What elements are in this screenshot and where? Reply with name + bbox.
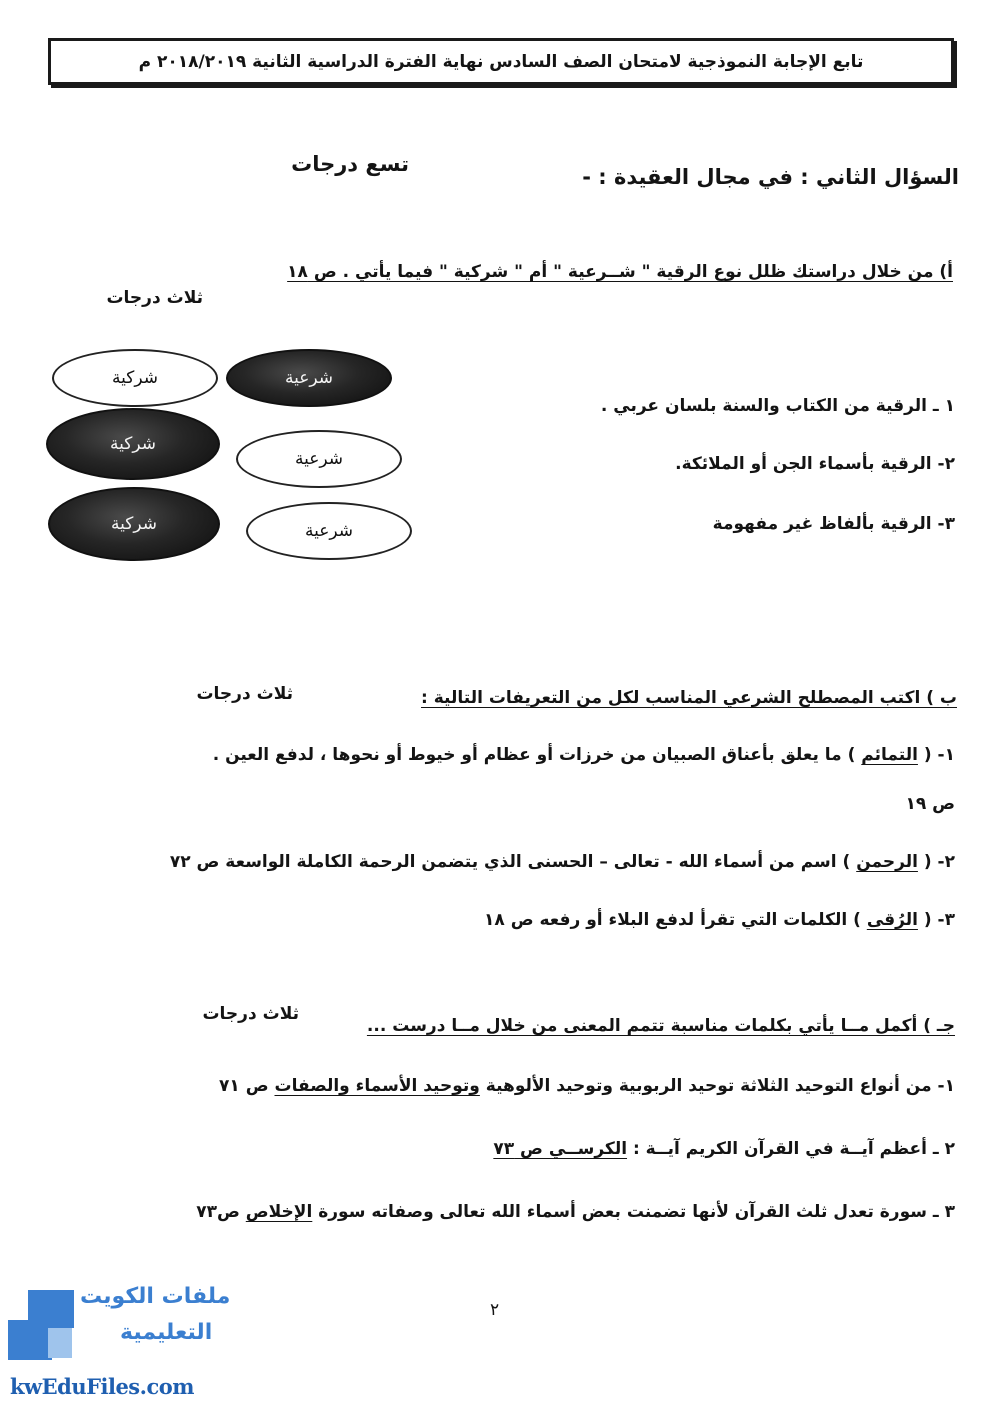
- header-title: تابع الإجابة النموذجية لامتحان الصف السادس نهاية الفترة الدراسية الثانية ٢٠١٨/٢٠١٩ م: [138, 51, 864, 72]
- option-shareiya-2[interactable]: [236, 430, 402, 488]
- option-shirkiya-1[interactable]: [52, 349, 218, 407]
- item-answer: وتوحيد الأسماء والصفات: [274, 1076, 480, 1096]
- option-shirkiya-3[interactable]: [48, 487, 220, 561]
- section-b-prompt: ب ) اكتب المصطلح الشرعي المناسب لكل من التعريفات التالية :: [421, 688, 957, 708]
- item-answer: الرحمن: [856, 852, 918, 872]
- item-text: ١- من أنواع التوحيد الثلاثة توحيد الربوبية وتوحيد الألوهية: [479, 1076, 955, 1096]
- option-shareiya-3[interactable]: [246, 502, 412, 560]
- option-label: شركية: [110, 434, 156, 454]
- item-answer: التمائم: [861, 745, 918, 765]
- section-c-item-2: [493, 1139, 955, 1159]
- item-prefix: ١- (: [923, 745, 955, 765]
- option-label: شرعية: [295, 449, 344, 469]
- section-a-item-2: ٢- الرقية بأسماء الجن أو الملائكة.: [675, 454, 955, 474]
- page-number: ٢: [490, 1300, 500, 1320]
- section-a-item-1: ١ ـ الرقية من الكتاب والسنة بلسان عربي .: [600, 396, 955, 416]
- section-b-item-1-page: ص ١٩: [905, 794, 955, 814]
- option-label: شركية: [112, 368, 158, 388]
- item-text: ٣ ـ سورة تعدل ثلث القرآن لأنها تضمنت بعض أسماء الله تعالى وصفاته سورة: [312, 1202, 955, 1222]
- section-b-item-3: [484, 910, 955, 930]
- section-b-item-1: [213, 745, 955, 765]
- item-rest: ) الكلمات التي تقرأ لدفع البلاء أو رفعه ص ١٨: [484, 910, 861, 930]
- option-shareiya-1[interactable]: [226, 349, 392, 407]
- option-shirkiya-2[interactable]: [46, 408, 220, 480]
- section-b-marks: ثلاث درجات: [196, 684, 293, 704]
- logo-icon: [8, 1290, 78, 1374]
- item-answer: الكرســي ص ٧٣: [493, 1139, 628, 1159]
- item-answer: الرُقى: [866, 910, 918, 930]
- watermark-line2: التعليمية: [120, 1320, 213, 1345]
- option-label: شرعية: [285, 368, 334, 388]
- section-a-marks: ثلاث درجات: [106, 288, 203, 308]
- section-a-prompt: أ) من خلال دراستك ظلل نوع الرقية " شــرعية " أم " شركية " فيما يأتي . ص ١٨: [287, 262, 953, 282]
- item-prefix: ٣- (: [923, 910, 955, 930]
- option-label: شرعية: [305, 521, 354, 541]
- question-marks: تسع درجات: [291, 152, 409, 176]
- item-answer: الإخلاص: [245, 1202, 313, 1222]
- watermark-logo: [8, 1280, 248, 1400]
- watermark-url: kwEduFiles.com: [10, 1374, 194, 1399]
- header-box: [48, 38, 954, 85]
- option-label: شركية: [111, 514, 157, 534]
- watermark-line1: ملفات الكويت: [80, 1284, 231, 1309]
- item-text: ٢ ـ أعظم آيــة في القرآن الكريم آيــة :: [627, 1139, 955, 1159]
- section-c-item-3: [196, 1202, 955, 1222]
- section-b-item-2: [170, 852, 955, 872]
- section-c-item-1: [219, 1076, 955, 1096]
- question-title: السؤال الثاني : في مجال العقيدة : -: [582, 165, 959, 189]
- section-c-marks: ثلاث درجات: [202, 1004, 299, 1024]
- section-a-item-3: ٣- الرقية بألفاظ غير مفهومة: [712, 514, 955, 534]
- item-rest: ) ما يعلق بأعناق الصبيان من خرزات أو عظام أو خيوط أو نحوها ، لدفع العين .: [212, 745, 856, 765]
- item-rest: ) اسم من أسماء الله - تعالى – الحسنى الذي يتضمن الرحمة الكاملة الواسعة ص ٧٢: [169, 852, 851, 872]
- item-tail: ص ٧١: [219, 1076, 275, 1096]
- item-prefix: ٢- (: [923, 852, 955, 872]
- section-c-prompt: جـ ) أكمل مــا يأتي بكلمات مناسبة تتمم المعنى من خلال مــا درست ...: [366, 1016, 955, 1036]
- item-tail: ص٧٣: [196, 1202, 246, 1222]
